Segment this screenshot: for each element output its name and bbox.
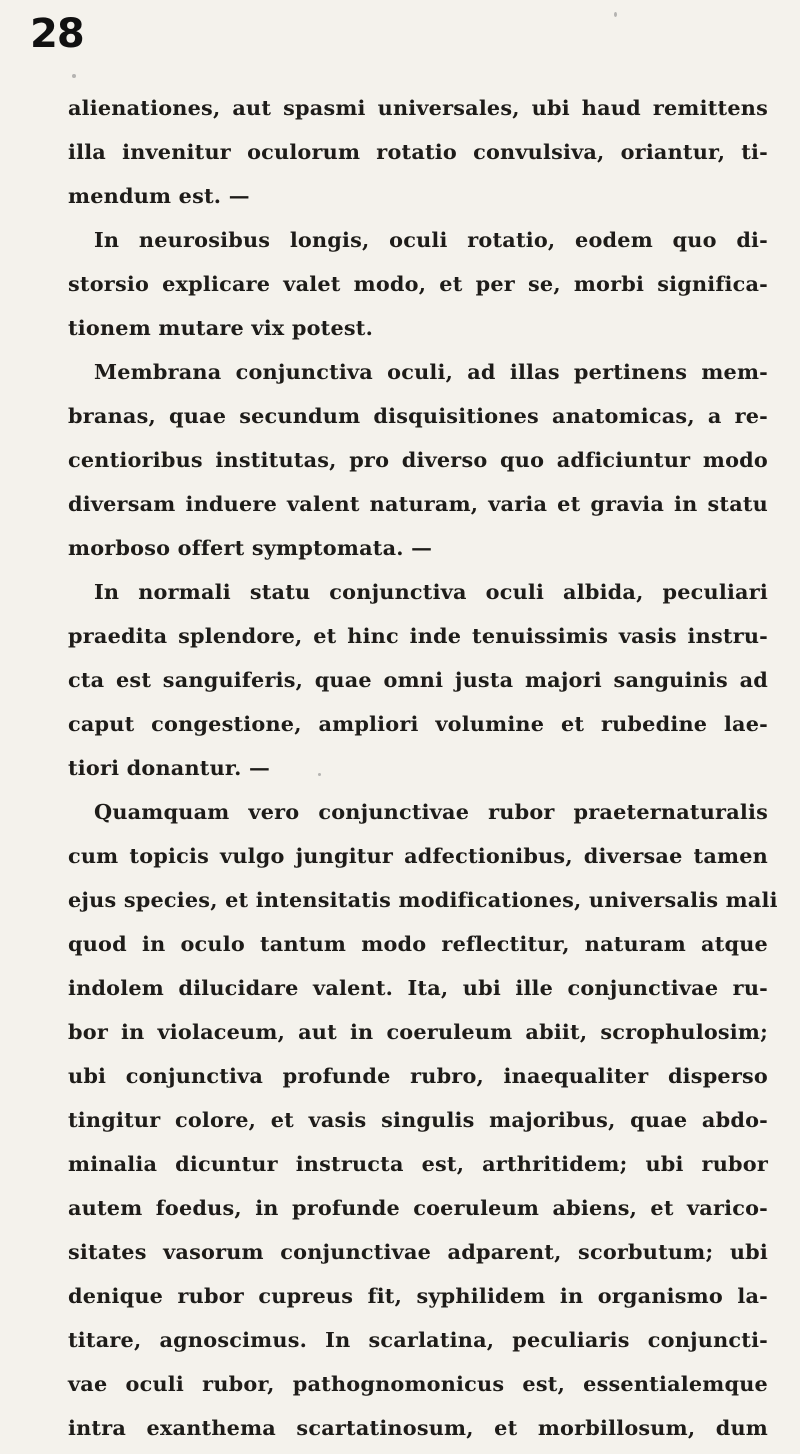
text-line: tiori donantur. — — [68, 755, 271, 780]
paragraph-start-line: Quamquam vero conjunctivae rubor praeternaturalis — [94, 799, 768, 824]
text-line: autem foedus, in profunde coeruleum abiens, et varico- — [68, 1195, 768, 1220]
text-line: mendum est. — — [68, 183, 250, 208]
page-number: 28 — [30, 11, 84, 57]
text-line: indolem dilucidare valent. Ita, ubi ille conjunctivae ru- — [68, 975, 768, 1000]
text-line: caput congestione, ampliori volumine et rubedine lae- — [68, 711, 768, 736]
text-line: bor in violaceum, aut in coeruleum abiit, scrophulosim; — [68, 1019, 768, 1044]
paragraph-start-line: In neurosibus longis, oculi rotatio, eodem quo di- — [94, 227, 768, 252]
text-line: storsio explicare valet modo, et per se, morbi significa- — [68, 271, 768, 296]
text-line: praedita splendore, et hinc inde tenuissimis vasis instru- — [68, 623, 768, 648]
paper-speck — [72, 74, 76, 78]
text-line: branas, quae secundum disquisitiones anatomicas, a re- — [68, 403, 768, 428]
text-line: cum topicis vulgo jungitur adfectionibus, diversae tamen — [68, 843, 768, 868]
text-line: denique rubor cupreus fit, syphilidem in organismo la- — [68, 1283, 768, 1308]
text-line: intra exanthema scartatinosum, et morbillosum, dum — [68, 1415, 768, 1440]
text-line: quod in oculo tantum modo reflectitur, naturam atque — [68, 931, 768, 956]
text-line: cta est sanguiferis, quae omni justa majori sanguinis ad — [68, 667, 768, 692]
text-line: illa invenitur oculorum rotatio convulsiva, oriantur, ti- — [68, 139, 768, 164]
text-line: morboso offert symptomata. — — [68, 535, 433, 560]
text-line: titare, agnoscimus. In scarlatina, peculiaris conjuncti- — [68, 1327, 768, 1352]
paper-speck — [318, 773, 321, 776]
text-line: centioribus institutas, pro diverso quo adficiuntur modo — [68, 447, 768, 472]
text-line: minalia dicuntur instructa est, arthritidem; ubi rubor — [68, 1151, 768, 1176]
paper-speck — [614, 12, 617, 17]
text-line: ejus species, et intensitatis modificationes, universalis mali — [68, 887, 778, 912]
text-line: ubi conjunctiva profunde rubro, inaequaliter disperso — [68, 1063, 768, 1088]
paragraph-start-line: Membrana conjunctiva oculi, ad illas pertinens mem- — [94, 359, 768, 384]
text-line: alienationes, aut spasmi universales, ubi haud remittens — [68, 95, 768, 120]
text-line: diversam induere valent naturam, varia et gravia in statu — [68, 491, 768, 516]
text-line: vae oculi rubor, pathognomonicus est, essentialemque — [68, 1371, 768, 1396]
text-line: tionem mutare vix potest. — [68, 315, 374, 340]
text-line: sitates vasorum conjunctivae adparent, scorbutum; ubi — [68, 1239, 768, 1264]
text-line: tingitur colore, et vasis singulis majoribus, quae abdo- — [68, 1107, 768, 1132]
paragraph-start-line: In normali statu conjunctiva oculi albida, peculiari — [94, 579, 768, 604]
